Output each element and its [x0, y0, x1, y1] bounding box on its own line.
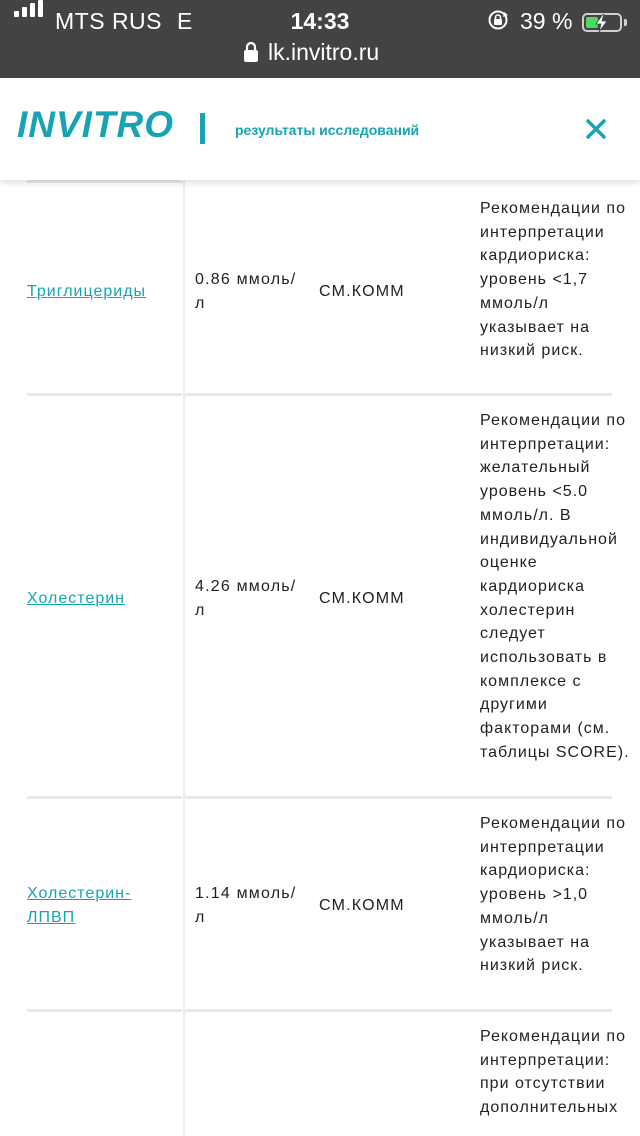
- test-reference: СМ.КОММ: [319, 283, 405, 300]
- test-reference: СМ.КОММ: [319, 897, 405, 914]
- test-comment: Рекомендации по интерпретации: при отсутствии дополнительных: [480, 1028, 626, 1117]
- test-value: 1.14 ммоль/л: [195, 885, 297, 926]
- battery-charging-icon: [582, 13, 622, 32]
- carrier-name: MTS RUS: [55, 8, 162, 34]
- test-comment: Рекомендации по интерпретации: желательный уровень <5.0 ммоль/л. В индивидуальной оценке кардиориска холестерин следует использовать в комплексе с другими факторами (см. таблицы SCORE).: [480, 412, 630, 761]
- test-name-link[interactable]: Холестерин-ЛПВП: [27, 885, 132, 926]
- table-row: [0, 796, 640, 1009]
- test-value: 0.86 ммоль/л: [195, 271, 297, 312]
- close-icon[interactable]: [583, 116, 609, 142]
- battery-percent: 39 %: [520, 8, 573, 34]
- test-name-link[interactable]: Триглицериды: [27, 283, 147, 300]
- battery-tip: [624, 19, 627, 26]
- invitro-logo[interactable]: INVITRO: [17, 104, 175, 145]
- table-row: [0, 180, 640, 393]
- clock: 14:33: [290, 8, 350, 34]
- address-bar[interactable]: [0, 36, 640, 72]
- results-table: [0, 180, 640, 1136]
- lock-icon: [243, 41, 259, 63]
- logo-divider: [200, 113, 205, 144]
- header-tagline: результаты исследований: [235, 122, 420, 138]
- status-bar: [0, 6, 640, 36]
- table-row: [0, 1009, 640, 1136]
- test-comment: Рекомендации по интерпретации кардиориска: уровень >1,0 ммоль/л указывает на низкий риск.: [480, 815, 626, 975]
- test-value: 4.26 ммоль/л: [195, 578, 297, 619]
- browser-top-bar: [0, 0, 640, 78]
- test-comment: Рекомендации по интерпретации кардиориска: уровень <1,7 ммоль/л указывает на низкий риск.: [480, 200, 626, 360]
- table-row: [0, 393, 640, 796]
- url-text[interactable]: lk.invitro.ru: [268, 39, 380, 65]
- test-reference: СМ.КОММ: [319, 590, 405, 607]
- test-name-link[interactable]: Холестерин: [27, 590, 125, 607]
- rotation-lock-icon: [487, 9, 509, 31]
- network-type: E: [177, 8, 193, 34]
- app-header: [0, 78, 640, 180]
